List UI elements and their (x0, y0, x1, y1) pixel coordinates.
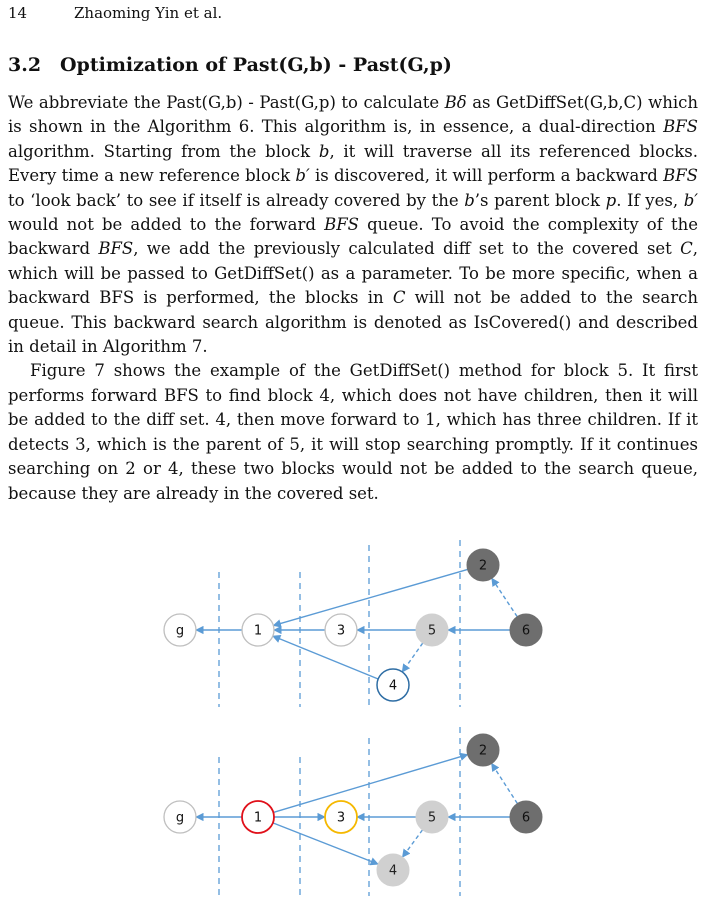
math-symbol: C (392, 288, 406, 308)
node-6-label: 6 (521, 623, 531, 639)
math-symbol: BFS (324, 215, 359, 235)
math-symbol: C (680, 239, 693, 259)
text-run: , it will traverse all its referenced blocks. Every time a new reference block (8, 141, 698, 186)
math-symbol: BFS (663, 166, 698, 186)
node-4-label: 4 (388, 678, 398, 694)
node-2-label: 2 (478, 743, 488, 759)
text-run: , we add the previously calculated diff set to the covered set (133, 239, 681, 259)
edge-6-to-2 (492, 763, 518, 803)
math-symbol: p (605, 190, 617, 210)
math-symbol: b′ (683, 190, 698, 210)
section-number: 3.2 (8, 54, 42, 76)
math-symbol: BFS (98, 239, 134, 259)
node-3-label: 3 (336, 810, 346, 826)
text-run: as GetDiffSet(G,b,C) which is shown in the Algorithm 6. This algorithm is, in essence, a dual-direction (8, 93, 698, 137)
text-run: will not be added to the search queue. This backward search algorithm is denoted as IsCovered() and described in detail in Algorithm 7. (8, 288, 699, 357)
text-run: algorithm. Starting from the block (8, 141, 319, 161)
edge-1-to-4 (273, 823, 378, 864)
text-run: , which will be passed to GetDiffSet() as a parameter. To be more specific, when a backward BFS is performed, the blocks in (8, 239, 698, 308)
text-run: We abbreviate the Past(G,b) - Past(G,p) to calculate (8, 93, 445, 112)
node-5-label: 5 (427, 810, 437, 826)
text-run: to ‘look back’ to see if itself is already covered by the (8, 190, 465, 210)
node-5-label: 5 (427, 623, 437, 639)
edge-6-to-2 (492, 578, 517, 616)
math-symbol: b (464, 190, 475, 210)
node-g-label: g (175, 810, 185, 826)
node-6-label: 6 (521, 810, 531, 826)
node-3-label: 3 (336, 623, 346, 639)
node-2-label: 2 (478, 558, 488, 574)
node-g-label: g (175, 623, 185, 639)
section-title: Optimization of Past(G,b) - Past(G,p) (60, 54, 452, 76)
diagram-bottom (164, 734, 542, 886)
math-symbol: BFS (663, 117, 698, 137)
text-run: Figure 7 shows the example of the GetDiffSet() method for block 5. It first performs forward BFS to find block 4, which does not have children, then it will be added to the diff set. 4, then move forward to 1, which has three children. If it detects 3, which is the parent of 5, it will stop searching promptly. If it continues searching on 2 or 4, these two blocks would not be added to the search queue, because they are already in the covered set. (8, 361, 698, 503)
edge-5-to-4 (402, 830, 422, 857)
text-run: would not be added to the forward (8, 215, 325, 235)
math-symbol: Bδ (444, 93, 467, 112)
math-symbol: b (318, 141, 330, 161)
node-4-label: 4 (388, 863, 398, 879)
text-run: queue. To avoid the complexity of the backward (8, 215, 698, 259)
node-1-label: 1 (253, 623, 263, 639)
node-1-label: 1 (253, 810, 263, 826)
page-number: 14 (8, 4, 28, 22)
text-run: . If yes, (616, 190, 684, 210)
running-authors: Zhaoming Yin et al. (74, 4, 223, 22)
text-run: is discovered, it will perform a backward (309, 166, 664, 186)
diagram-top (164, 549, 542, 701)
math-symbol: b′ (295, 166, 310, 186)
edge-5-to-4 (402, 643, 422, 672)
text-run: ’s parent block (474, 190, 606, 210)
edge-4-to-1 (273, 636, 378, 679)
